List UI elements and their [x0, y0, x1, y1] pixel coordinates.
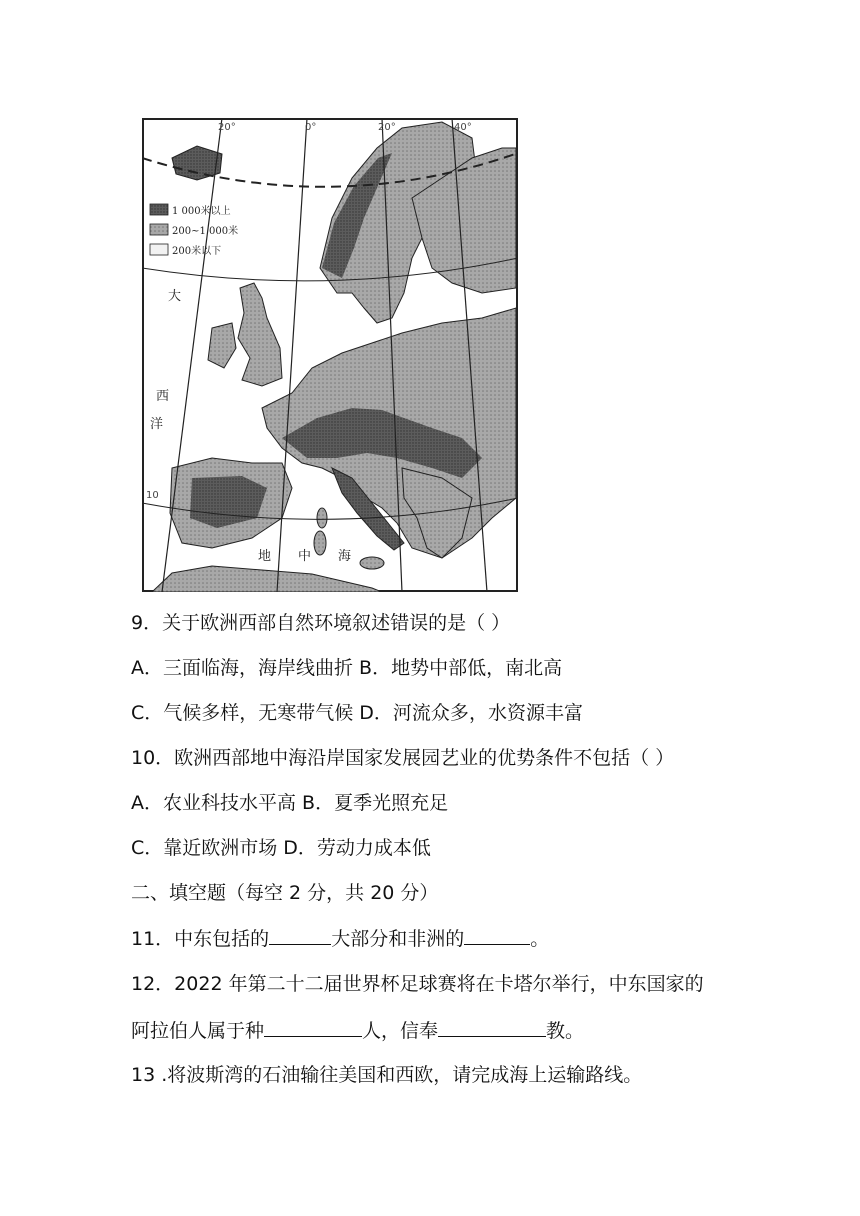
answer-blank-11-2[interactable]	[464, 926, 530, 945]
question-9-options-cd: C．气候多样，无寒带气候 D．河流众多，水资源丰富	[131, 702, 583, 724]
lon-label-0: 0°	[305, 122, 317, 133]
question-11-text-c: 。	[530, 928, 550, 950]
lon-label-20e: 20°	[378, 122, 396, 133]
question-12-text-a: 阿拉伯人属于种	[131, 1020, 265, 1042]
map-graphic	[142, 118, 518, 592]
section-2-heading: 二、填空题（每空 2 分，共 20 分）	[131, 882, 439, 904]
question-11	[131, 926, 549, 951]
answer-blank-12-1[interactable]	[264, 1018, 362, 1037]
lon-label-20w: 20°	[218, 122, 236, 133]
legend-swatch-mid	[150, 224, 168, 235]
question-10-options-cd: C．靠近欧洲市场 D．劳动力成本低	[131, 837, 431, 859]
ocean-label-char-1: 大	[168, 289, 182, 304]
ocean-label-char-3: 洋	[150, 417, 164, 432]
question-9-options-ab: A．三面临海，海岸线曲折 B．地势中部低，南北高	[131, 657, 563, 679]
question-12-text-b: 人，信奉	[362, 1020, 439, 1042]
legend-label-high: 1 000米以上	[172, 206, 231, 217]
question-11-text-b: 大部分和非洲的	[331, 928, 465, 950]
question-13: 13 .将波斯湾的石油输往美国和西欧，请完成海上运输路线。	[131, 1064, 643, 1086]
question-10-options-ab: A．农业科技水平高 B．夏季光照充足	[131, 792, 449, 814]
europe-relief-map	[142, 118, 518, 592]
legend-label-mid: 200~1 000米	[172, 226, 239, 237]
corsica-island	[317, 508, 327, 528]
question-12-line-1: 12．2022 年第二十二届世界杯足球赛将在卡塔尔举行，中东国家的	[131, 973, 704, 995]
legend-swatch-low	[150, 244, 168, 255]
answer-blank-12-2[interactable]	[438, 1018, 546, 1037]
sicily-island	[360, 557, 384, 569]
sardinia-island	[314, 531, 326, 555]
question-9: 9．关于欧洲西部自然环境叙述错误的是（ ）	[131, 612, 511, 634]
question-12-text-c: 教。	[546, 1020, 585, 1042]
question-11-text-a: 11．中东包括的	[131, 928, 270, 950]
question-12-line-2	[131, 1018, 584, 1043]
legend-label-low: 200米以下	[172, 246, 222, 257]
sea-label-char-2: 中	[298, 549, 312, 564]
lat-label: 10	[146, 490, 159, 501]
sea-label-char-1: 地	[258, 549, 272, 564]
lon-label-40e: 40°	[454, 122, 472, 133]
question-10: 10．欧洲西部地中海沿岸国家发展园艺业的优势条件不包括（ ）	[131, 747, 675, 769]
sea-label-char-3: 海	[338, 549, 352, 564]
ocean-label-char-2: 西	[156, 389, 170, 404]
legend-swatch-high	[150, 204, 168, 215]
answer-blank-11-1[interactable]	[269, 926, 331, 945]
